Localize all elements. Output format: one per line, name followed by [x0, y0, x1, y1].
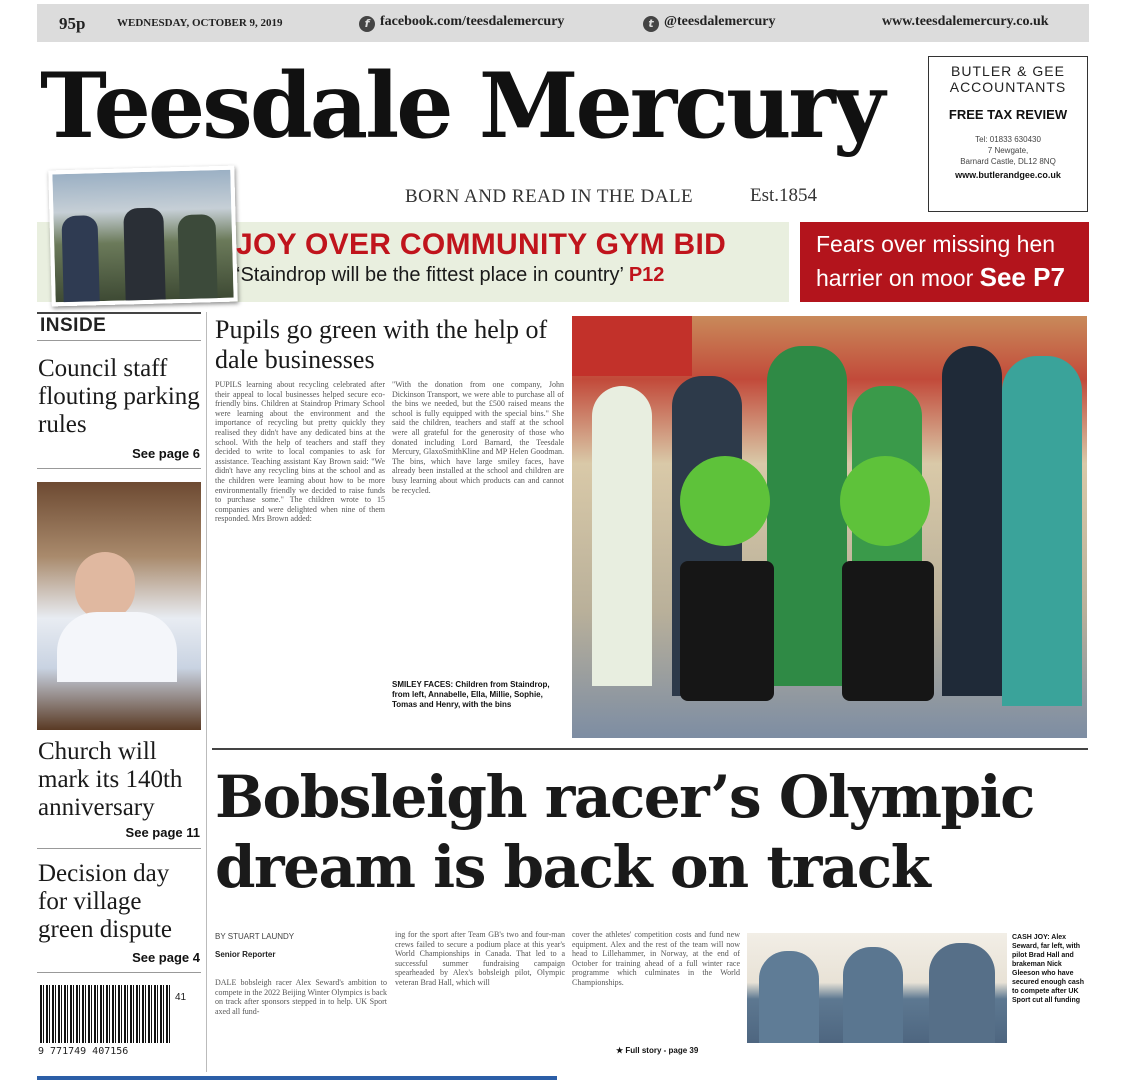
byline: BY STUART LAUNDY [215, 932, 295, 941]
ad-line1: BUTLER & GEE [951, 63, 1065, 79]
green-story-headline[interactable]: Pupils go green with the help of dale businesses [215, 315, 548, 374]
inside-label: INSIDE [40, 315, 107, 336]
schoolchildren-photo [572, 316, 1087, 738]
facebook-link[interactable]: f facebook.com/teesdalemercury [359, 14, 564, 32]
masthead-tagline: BORN AND READ IN THE DALE [405, 186, 694, 207]
teaser-line2: harrier on moor See P7 [816, 262, 1065, 292]
masthead-title: Teesdale Mercury [40, 53, 883, 159]
barcode [40, 985, 170, 1043]
main-story-column-1: DALE bobsleigh racer Alex Seward's ambition to compete in the 2022 Beijing Winter Olympics is back on track after sponsors stepped in to help. UK Sport axed all fund- [215, 978, 387, 1016]
twitter-link[interactable]: t @teesdalemercury [643, 14, 776, 32]
inside-see-1: See page 6 [132, 446, 200, 461]
main-story-column-2: ing for the sport after Team GB's two and four-man crews failed to secure a podium place at this year's World Championships in Canada. That led to a successful summer fundraising campaign spearheaded by Alex's bobsleigh pilot, Olympic veteran Brad Hall, which will [395, 930, 565, 987]
top-info-bar [37, 4, 1089, 42]
portrait-face [75, 552, 135, 620]
child-figure [767, 346, 847, 686]
issue-date: WEDNESDAY, OCTOBER 9, 2019 [117, 17, 283, 29]
price: 95p [59, 14, 86, 33]
teaser-line1: Fears over missing hen [816, 231, 1056, 257]
athlete-figure [843, 947, 903, 1043]
inside-headline-1[interactable]: Council staff flouting parking rules [38, 355, 200, 438]
ad-offer: FREE TAX REVIEW [948, 107, 1068, 122]
accountants-advert[interactable] [928, 56, 1088, 212]
inside-headline-3[interactable]: Decision day for village green dispute [38, 860, 172, 943]
ad-website: www.butlerandgee.co.uk [955, 170, 1061, 180]
smiley-bin-face [680, 456, 770, 546]
classroom-board [572, 316, 692, 376]
green-story-caption: SMILEY FACES: Children from Staindrop, from left, Annabelle, Ella, Millie, Sophie, Tomas and Henry, with the bins [392, 680, 550, 709]
main-story-column-3: cover the athletes' competition costs and fund new equipment. Alex and the rest of the team will now head to Lillehammer, in Norway, at the end of October for training ahead of a full winter race programme which culminates in the World Championships. [572, 930, 740, 987]
child-figure [592, 386, 652, 686]
inside-headline-2[interactable]: Church will mark its 140th anniversary [38, 738, 183, 821]
facebook-icon: f [359, 16, 375, 32]
portrait-robe [57, 612, 177, 682]
promo-figure [61, 215, 99, 302]
athlete-figure [759, 951, 819, 1043]
ad-phone: Tel: 01833 630430 7 Newgate, Barnard Castle, DL12 8NQ [960, 135, 1056, 166]
promo-photo [48, 166, 237, 307]
athlete-figure [929, 943, 995, 1043]
byline-role: Senior Reporter [215, 950, 276, 959]
promo-figure [177, 214, 217, 299]
bobsleigh-team-photo [747, 933, 1007, 1043]
child-figure [1002, 356, 1082, 706]
promo-figure [123, 207, 165, 300]
masthead-established: Est.1854 [750, 185, 818, 206]
main-headline[interactable]: Bobsleigh racer’s Olympic dream is back on track [215, 763, 1034, 901]
inside-see-2: See page 11 [125, 825, 200, 840]
green-story-column-2: "With the donation from one company, John Dickinson Transport, we were able to purchase all of the bins we needed, but the £500 raised means the school is fully equipped with the special bins." She said the children, teachers and staff at the school were all grateful for the generosity of those who donated including Lord Barnard, the Teesdale Mercury, GlaxoSmithKline and MP Helen Goodman. The bins, which have large smiley faces, have already been installed at the school and children are busy learning about which products can and cannot be recycled. [392, 380, 564, 495]
recycling-bin [680, 561, 774, 701]
red-teaser-box[interactable] [800, 222, 1089, 302]
divider [37, 848, 201, 849]
church-photo [37, 482, 201, 730]
divider [37, 468, 201, 469]
issue-number: 41 [175, 992, 187, 1003]
divider [212, 748, 1088, 750]
barcode-number: 9 771749 407156 [38, 1046, 129, 1057]
divider [37, 340, 201, 341]
divider [37, 972, 201, 973]
inside-see-3: See page 4 [132, 950, 200, 965]
twitter-icon: t [643, 16, 659, 32]
smiley-bin-face [840, 456, 930, 546]
recycling-bin [842, 561, 934, 701]
promo-headline: JOY OVER COMMUNITY GYM BID [236, 228, 727, 261]
bottom-strip [37, 1076, 557, 1080]
column-divider [206, 312, 207, 1072]
website-link[interactable]: www.teesdalemercury.co.uk [882, 14, 1049, 29]
divider [37, 312, 201, 314]
child-figure [942, 346, 1002, 696]
promo-subheadline: ‘Staindrop will be the fittest place in country’ P12 [236, 264, 665, 286]
green-story-column-1: PUPILS learning about recycling celebrated after their appeal to local businesses helped secure eco-friendly bins. Children at Staindrop Primary School were learning about the environment and the importance of recycling but pretty quickly they realised they didn't have any dedicated bins at the school. With the help of teachers and staff they decided to write to local companies to ask for assistance. Teaching assistant Kay Brown said: "We didn't have any recycling bins at the school and as the children were learning about how to be more environmentally friendly we decided to raise funds to purchase some." The children wrote to 15 companies and were delighted when nine of them responded. Mrs Brown added: [215, 380, 385, 524]
ad-line2: ACCOUNTANTS [949, 79, 1067, 95]
full-story-link[interactable]: ★ Full story - page 39 [616, 1046, 699, 1055]
bobsleigh-caption: CASH JOY: Alex Seward, far left, with pilot Brad Hall and brakeman Nick Gleeson who have secured enough cash to compete after UK Sport cut all funding [1012, 934, 1084, 1004]
